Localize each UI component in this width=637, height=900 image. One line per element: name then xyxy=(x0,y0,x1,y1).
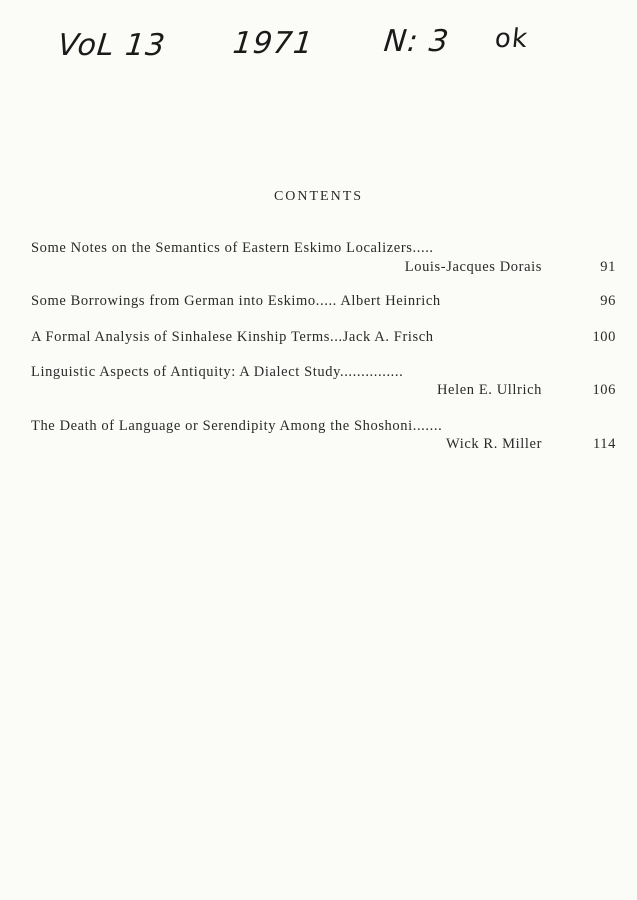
toc-entry xyxy=(31,293,616,333)
toc-entry xyxy=(31,418,616,458)
toc-entry-title: Linguistic Aspects of Antiquity: A Dialect Study............... xyxy=(31,364,404,380)
toc-entry-author: Louis-Jacques Dorais xyxy=(404,259,542,275)
toc-entry-page: 96 xyxy=(600,293,616,309)
toc-entry-page: 100 xyxy=(592,329,616,345)
contents-heading: CONTENTS xyxy=(273,189,364,204)
handwritten-number: N: 3 xyxy=(382,24,452,59)
toc-entry xyxy=(31,240,616,280)
toc-entry-title: The Death of Language or Serendipity Among the Shoshoni....... xyxy=(31,418,443,434)
toc-entry xyxy=(31,329,616,369)
toc-entry-page: 114 xyxy=(592,436,616,452)
toc-entry-author: Helen E. Ullrich xyxy=(436,382,542,398)
toc-entry-title: Some Borrowings from German into Eskimo..... Albert Heinrich xyxy=(31,293,441,309)
toc-entry-author: Wick R. Miller xyxy=(445,436,542,452)
toc-entry-page: 106 xyxy=(592,382,616,398)
handwritten-note: ok xyxy=(493,24,530,54)
toc-entry xyxy=(31,364,616,404)
toc-entry-page: 91 xyxy=(600,259,616,275)
toc-entry-title: A Formal Analysis of Sinhalese Kinship Terms...Jack A. Frisch xyxy=(31,329,434,345)
toc-entry-title: Some Notes on the Semantics of Eastern Eskimo Localizers..... xyxy=(31,240,434,256)
handwritten-volume: VoL 13 xyxy=(56,28,168,63)
handwritten-year: 1971 xyxy=(231,26,316,61)
